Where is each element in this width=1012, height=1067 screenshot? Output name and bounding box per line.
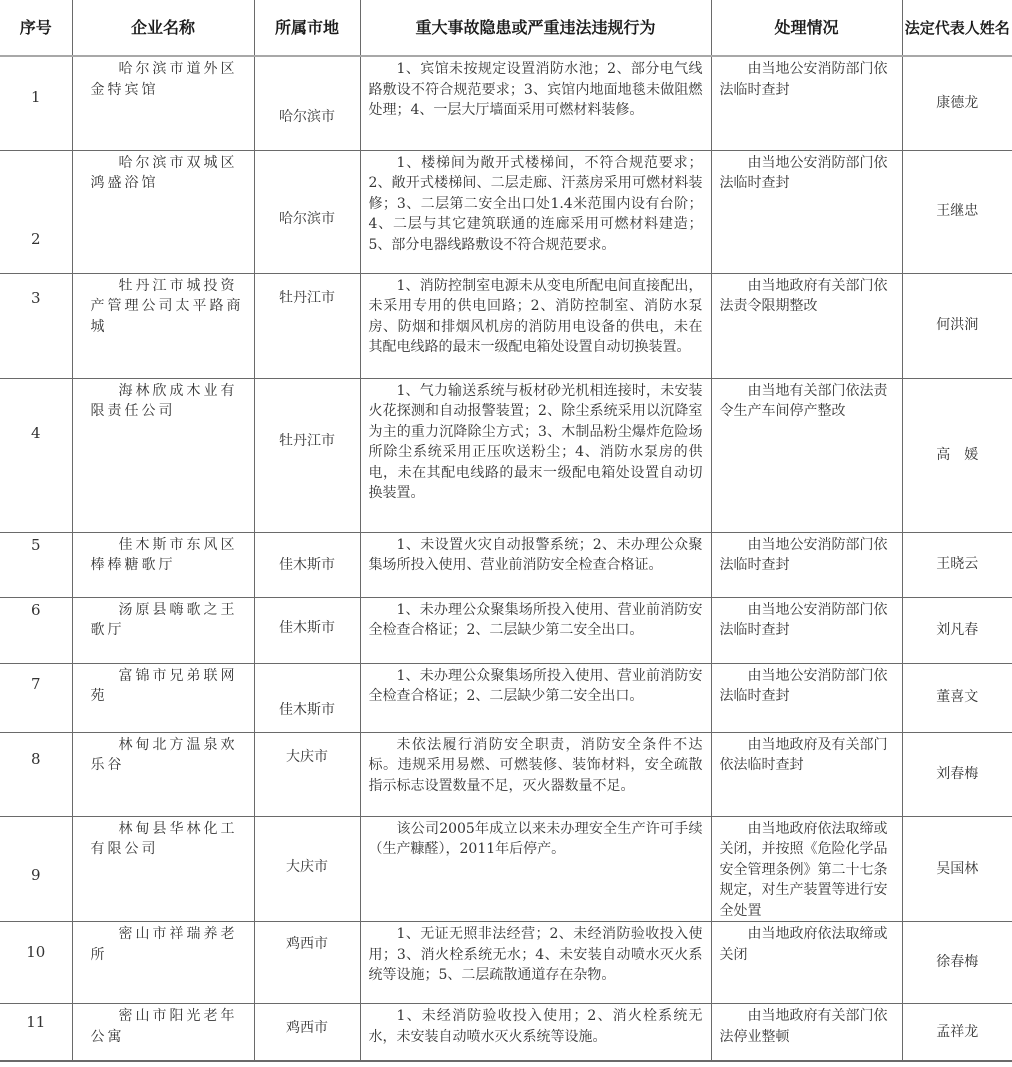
violation-text: 1、未办理公众聚集场所投入使用、营业前消防安全检查合格证；2、二层缺少第二安全出口。 [368,667,703,704]
cell-city [254,1004,360,1061]
table-row [0,816,1012,922]
cell-action [711,378,902,532]
representative-name: 董喜文 [936,689,979,706]
cell-violation [360,273,711,378]
cell-city [254,663,360,732]
table-row [0,922,1012,1004]
cell-representative [902,56,1012,150]
row-index: 6 [30,600,41,619]
city-name: 大庆市 [286,858,328,875]
representative-name: 王晓云 [936,556,979,573]
representative-name: 刘凡春 [936,621,979,638]
cell-city [254,56,360,150]
cell-action [711,532,902,597]
violation-text: 1、未设置火灾自动报警系统；2、未办理公众聚集场所投入使用、营业前消防安全检查合格证。 [368,536,703,573]
cell-violation [360,732,711,816]
cell-index [0,532,72,597]
row-index: 9 [30,865,41,884]
table-header-row [0,0,1012,56]
company-name: 哈尔滨市双城区鸿盛浴馆 [90,154,238,191]
company-name: 密山市阳光老年公寓 [90,1008,238,1045]
cell-company [72,732,254,816]
table-row [0,597,1012,663]
cell-company [72,597,254,663]
table-row [0,150,1012,273]
cell-action [711,922,902,1004]
table-row [0,273,1012,378]
action-text: 由当地政府及有关部门依法临时查封 [719,736,888,773]
company-name: 汤原县嗨歌之王歌厅 [90,601,238,638]
company-name: 牡丹江市城投资产管理公司太平路商城 [90,277,244,335]
violation-text: 该公司2005年成立以来未办理安全生产许可手续（生产糠醛），2011年后停产。 [368,820,703,857]
cell-action [711,56,902,150]
header-action: 处理情况 [711,0,902,56]
cell-index [0,56,72,150]
cell-city [254,597,360,663]
cell-index [0,663,72,732]
cell-company [72,273,254,378]
company-name: 海林欣成木业有限责任公司 [90,382,238,419]
action-text: 由当地有关部门依法责令生产车间停产整改 [719,382,888,419]
violation-text: 1、无证无照非法经营；2、未经消防验收投入使用；3、消火栓系统无水；4、未安装自动喷水灭火系统等设施；5、二层疏散通道存在杂物。 [368,926,703,983]
representative-name: 吴国林 [936,860,979,877]
table-row [0,378,1012,532]
cell-representative [902,597,1012,663]
cell-city [254,816,360,922]
header-index: 序号 [0,0,72,56]
cell-company [72,378,254,532]
cell-company [72,663,254,732]
action-text: 由当地政府有关部门依法停业整顿 [719,1008,888,1045]
cell-company [72,150,254,273]
cell-violation [360,597,711,663]
cell-index [0,1004,72,1061]
representative-name: 孟祥龙 [936,1023,979,1040]
cell-violation [360,1004,711,1061]
cell-representative [902,273,1012,378]
company-name: 富锦市兄弟联网苑 [90,667,238,704]
table-row [0,1004,1012,1061]
cell-company [72,1004,254,1061]
company-name: 林甸北方温泉欢乐谷 [90,736,238,773]
cell-action [711,150,902,273]
cell-action [711,1004,902,1061]
header-city: 所属市地 [254,0,360,56]
row-index: 11 [26,1013,46,1031]
cell-action [711,732,902,816]
cell-company [72,816,254,922]
cell-representative [902,1004,1012,1061]
cell-action [711,816,902,922]
action-text: 由当地公安消防部门依法临时查封 [719,536,888,573]
violation-text: 1、未经消防验收投入使用；2、消火栓系统无水，未安装自动喷水灭火系统等设施。 [368,1008,703,1045]
cell-city [254,732,360,816]
cell-representative [902,663,1012,732]
violation-text: 1、消防控制室电源未从变电所配电间直接配出，未采用专用的供电回路；2、消防控制室、消防水泵房、防烟和排烟风机房的消防用电设备的供电，未在其配电线路的最末一级配电箱处设置自动切换装置。 [368,277,703,355]
cell-violation [360,663,711,732]
action-text: 由当地公安消防部门依法临时查封 [719,61,888,98]
cell-representative [902,816,1012,922]
representative-name: 高 媛 [936,446,979,463]
row-index: 7 [30,674,41,693]
city-name: 鸡西市 [286,936,328,952]
cell-city [254,922,360,1004]
cell-representative [902,732,1012,816]
row-index: 4 [30,423,41,442]
cell-violation [360,378,711,532]
city-name: 哈尔滨市 [279,210,335,227]
city-name: 鸡西市 [286,1020,328,1036]
cell-index [0,922,72,1004]
cell-violation [360,532,711,597]
cell-company [72,922,254,1004]
city-name: 牡丹江市 [279,432,335,449]
representative-name: 刘春梅 [936,765,979,782]
cell-city [254,150,360,273]
table-row [0,56,1012,150]
cell-index [0,378,72,532]
violation-text: 1、气力输送系统与板材砂光机相连接时，未安装火花探测和自动报警装置；2、除尘系统采用以沉降室为主的重力沉降除尘方式；3、木制品粉尘爆炸危险场所除尘系统采用正压吹送粉尘；4、消防水泵房的供电，未在其配电线路的最末一级配电箱处设置自动切换装置。 [368,382,703,501]
cell-index [0,732,72,816]
company-name: 佳木斯市东风区棒棒糖歌厅 [90,536,238,573]
cell-violation [360,816,711,922]
header-company: 企业名称 [72,0,254,56]
table-row [0,532,1012,597]
row-index: 10 [26,943,46,961]
cell-representative [902,532,1012,597]
header-representative: 法定代表人姓名 [902,0,1012,56]
representative-name: 何洪涧 [936,317,979,334]
action-text: 由当地政府有关部门依法责令限期整改 [719,277,888,314]
violation-text: 未依法履行消防安全职责，消防安全条件不达标。违规采用易燃、可燃装修、装饰材料，安全疏散指示标志设置数量不足，灭火器数量不足。 [368,736,703,794]
row-index: 1 [30,88,41,106]
row-index: 3 [30,288,41,307]
table-row [0,663,1012,732]
company-name: 哈尔滨市道外区金特宾馆 [90,61,238,98]
cell-representative [902,150,1012,273]
violation-text: 1、楼梯间为敞开式楼梯间，不符合规范要求；2、敞开式楼梯间、二层走廊、汗蒸房采用可燃材料装修；3、二层第二安全出口处1.4米范围内设有台阶；4、二层与其它建筑联通的连廊采用可燃材料建造；5、部分电器线路敷设不符合规范要求。 [368,154,703,253]
table-row [0,732,1012,816]
cell-action [711,663,902,732]
row-index: 5 [30,535,41,554]
violation-text: 1、未办理公众聚集场所投入使用、营业前消防安全检查合格证；2、二层缺少第二安全出口。 [368,601,703,638]
cell-representative [902,378,1012,532]
city-name: 牡丹江市 [279,289,335,306]
action-text: 由当地公安消防部门依法临时查封 [719,154,888,191]
city-name: 大庆市 [286,748,328,765]
city-name: 佳木斯市 [279,556,335,573]
row-index: 8 [30,749,41,768]
cell-city [254,273,360,378]
city-name: 佳木斯市 [279,701,335,718]
company-name: 密山市祥瑞养老所 [90,926,238,963]
action-text: 由当地政府依法取缔或关闭 [719,926,888,963]
cell-violation [360,56,711,150]
representative-name: 王继忠 [936,203,979,220]
cell-index [0,150,72,273]
action-text: 由当地公安消防部门依法临时查封 [719,667,888,704]
cell-violation [360,922,711,1004]
cell-company [72,532,254,597]
cell-action [711,273,902,378]
cell-index [0,816,72,922]
cell-violation [360,150,711,273]
city-name: 佳木斯市 [279,619,335,636]
company-name: 林甸县华林化工有限公司 [90,820,238,857]
city-name: 哈尔滨市 [279,109,335,125]
cell-action [711,597,902,663]
violation-text: 1、宾馆未按规定设置消防水池；2、部分电气线路敷设不符合规范要求；3、宾馆内地面地毯未做阻燃处理；4、一层大厅墙面采用可燃材料装修。 [368,61,703,118]
cell-company [72,56,254,150]
cell-index [0,273,72,378]
row-index: 2 [30,229,41,248]
action-text: 由当地公安消防部门依法临时查封 [719,601,888,638]
action-text: 由当地政府依法取缔或关闭，并按照《危险化学品安全管理条例》第二十七条规定，对生产装置等进行安全处置 [719,820,888,919]
cell-index [0,597,72,663]
representative-name: 徐春梅 [936,954,979,971]
cell-city [254,378,360,532]
representative-name: 康德龙 [936,95,979,111]
cell-city [254,532,360,597]
cell-representative [902,922,1012,1004]
header-violation: 重大事故隐患或严重违法违规行为 [360,0,711,56]
